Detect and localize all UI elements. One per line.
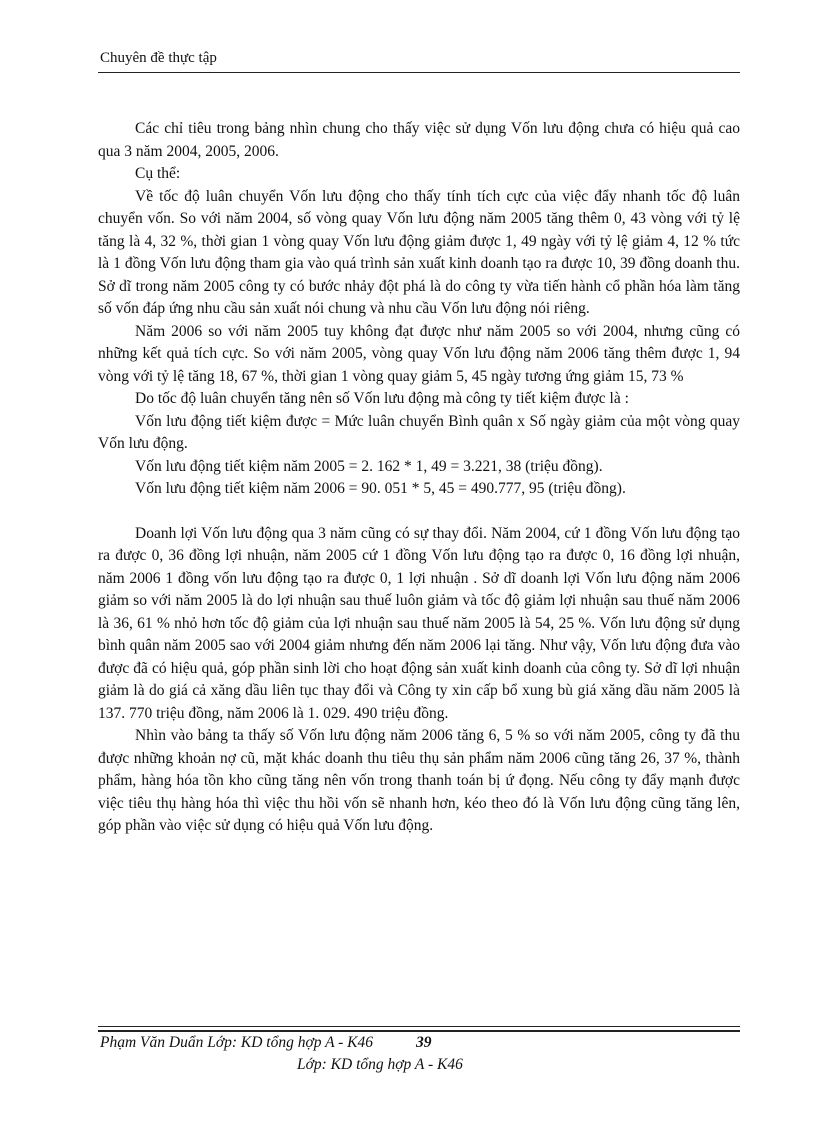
running-header: Chuyên đề thực tập xyxy=(100,50,217,66)
footer-class-line: Lớp: KD tổng hợp A - K46 xyxy=(297,1056,463,1073)
paragraph-5: Do tốc độ luân chuyển tăng nên số Vốn lưu động mà công ty tiết kiệm được là : xyxy=(135,390,629,407)
page-number: 39 xyxy=(416,1034,432,1051)
paragraph-3: Về tốc độ luân chuyển Vốn lưu động cho thấy tính tích cực của việc đẩy nhanh tốc độ luân chuyển vốn. So với năm 2004, số vòng quay Vốn lưu động năm 2005 tăng thêm 0, 43 vòng với tỷ lệ tăng là 4, 32 %, thời gian 1 vòng quay Vốn lưu động giảm được 1, 49 ngày với tỷ lệ giảm 4, 12 % tức là 1 đồng Vốn lưu động tham gia vào quá trình sản xuất kinh doanh tạo ra được 10, 39 đồng doanh thu. Sở dĩ trong năm 2005 công ty có bước nhảy đột phá là do công ty vừa tiến hành cổ phần hóa làm tăng số vốn đáp ứng nhu cầu sản xuất nói chung và nhu cầu Vốn lưu động nói riêng. xyxy=(98,187,740,317)
paragraph-2: Cụ thể: xyxy=(135,165,181,182)
header-divider xyxy=(98,72,740,73)
paragraph-1: Các chỉ tiêu trong bảng nhìn chung cho thấy việc sử dụng Vốn lưu động chưa có hiệu quả cao qua 3 năm 2004, 2005, 2006. xyxy=(98,120,740,160)
footer-divider-thick xyxy=(98,1030,740,1032)
paragraph-9: Doanh lợi Vốn lưu động qua 3 năm cũng có sự thay đổi. Năm 2004, cứ 1 đồng Vốn lưu động tạo ra được 0, 36 đồng lợi nhuận, năm 2005 cứ 1 đồng Vốn lưu động tạo ra được 0, 16 đồng lợi nhuận, năm 2006 1 đồng vốn lưu động tạo ra được 0, 1 lợi nhuận . Sở dĩ doanh lợi Vốn lưu động năm 2006 giảm so với năm 2005 là do lợi nhuận sau thuế luôn giảm và tốc độ giảm lợi nhuận sau thuế năm 2006 là 36, 61 % nhỏ hơn tốc độ giảm của lợi nhuận sau thuế năm 2005 là 54, 25 %. Vốn lưu động sử dụng bình quân năm 2005 sao với 2004 giảm nhưng đến năm 2006 lại tăng. Như vậy, Vốn lưu động đưa vào được đã có hiệu quả, góp phần sinh lời cho hoạt động sản xuất kinh doanh của công ty. Sở dĩ lợi nhuận giảm là do giá cả xăng dầu liên tục thay đổi và Công ty xin cấp bổ xung bù giá xăng dầu năm 2005 là 137. 770 triệu đồng, năm 2006 là 1. 029. 490 triệu đồng. xyxy=(98,524,740,722)
paragraph-7: Vốn lưu động tiết kiệm năm 2005 = 2. 162 * 1, 49 = 3.221, 38 (triệu đồng). xyxy=(135,457,603,475)
paragraph-4: Năm 2006 so với năm 2005 tuy không đạt được như năm 2005 so với 2004, nhưng cũng có những kết quả tích cực. So với năm 2005, vòng quay Vốn lưu động năm 2006 tăng thêm được 1, 94 vòng với tỷ lệ tăng 18, 67 %, thời gian 1 vòng quay giảm 5, 45 ngày tương ứng giảm 15, 73 % xyxy=(98,322,740,385)
paragraph-8: Vốn lưu động tiết kiệm năm 2006 = 90. 051 * 5, 45 = 490.777, 95 (triệu đồng). xyxy=(135,480,626,497)
paragraph-6: Vốn lưu động tiết kiệm được = Mức luân chuyển Bình quân x Số ngày giảm của một vòng quay Vốn lưu động. xyxy=(98,412,740,452)
footer-author-line: Phạm Văn Duẩn Lớp: KD tổng hợp A - K46 xyxy=(100,1034,374,1051)
footer-divider-thin xyxy=(98,1026,740,1027)
paragraph-10: Nhìn vào bảng ta thấy số Vốn lưu động năm 2006 tăng 6, 5 % so với năm 2005, công ty đã thu được những khoản nợ cũ, mặt khác doanh thu tiêu thụ sản phẩm năm 2006 cũng tăng 26, 37 %, thành phẩm, hàng hóa tồn kho cũng tăng nên vốn trong thanh toán bị ứ đọng. Nếu công ty đẩy mạnh được việc tiêu thụ hàng hóa thì việc thu hồi vốn sẽ nhanh hơn, kéo theo đó là Vốn lưu động cũng tăng lên, góp phần vào việc sử dụng có hiệu quả Vốn lưu động. xyxy=(98,727,740,834)
document-body xyxy=(98,118,740,838)
